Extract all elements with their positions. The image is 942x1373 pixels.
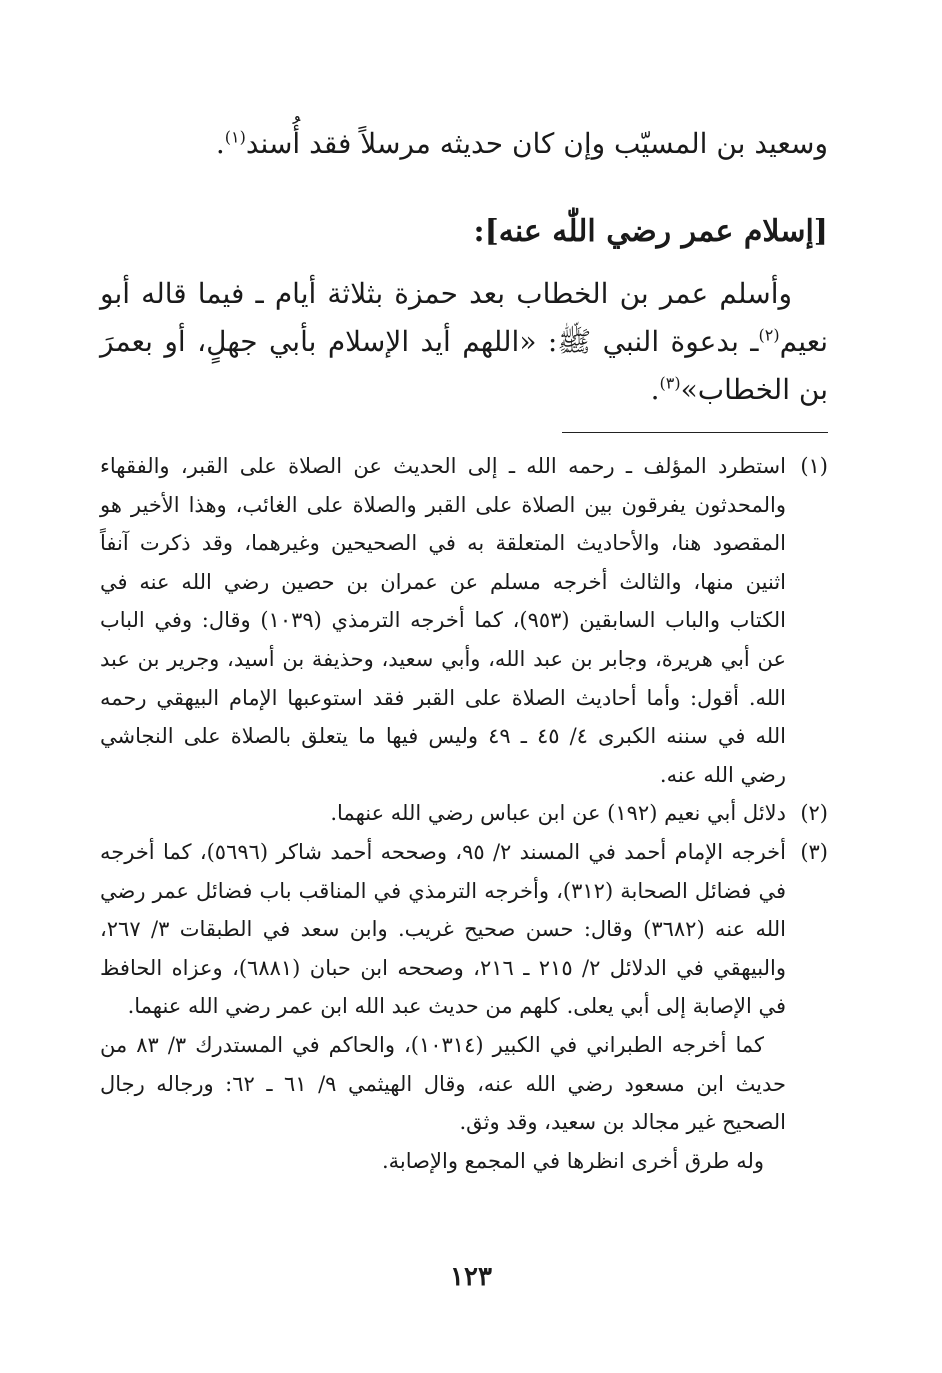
main-text-block <box>100 120 828 414</box>
footnote-number: (١) <box>800 454 828 478</box>
footnote-text-continued: وله طرق أخرى انظرها في المجمع والإصابة. <box>382 1148 764 1173</box>
footnote-text: استطرد المؤلف ـ رحمه الله ـ إلى الحديث عن الصلاة على القبر، والفقهاء والمحدثون يفرقون بين الصلاة على القبر والصلاة على الغائب، وهذا الأخير هو المقصود هنا، والأحاديث المتعلقة به في الصحيحين وغيرهما، وقد ذكرت آنفاً اثنين منها، والثالث أخرجه مسلم عن عمران بن حصين رضي الله عنه في الكتاب والباب السابقين (٩٥٣)، كما أخرجه الترمذي (١٠٣٩) وقال: وفي الباب عن أبي هريرة، وجابر بن عبد الله، وأبي سعيد، وحذيفة بن أسيد، وجرير بن عبد الله. أقول: وأما أحاديث الصلاة على القبر فقد استوعبها الإمام البيهقي رحمه الله في سننه الكبرى ٤/ ٤٥ ـ ٤٩ وليس فيها ما يتعلق بالصلاة على النجاشي رضي الله عنه. <box>100 454 786 787</box>
footnote-ref-2[interactable]: (٢) <box>758 325 780 345</box>
section-heading: [إسلام عمر رضي اللّٰه عنه]: <box>473 214 828 249</box>
paragraph-part-1: وأسلم عمر بن الخطاب بعد حمزة بثلاثة أيام ـ فيما قاله أبو نعيم <box>100 277 828 358</box>
footnote-1 <box>100 447 828 794</box>
body-paragraph <box>100 270 828 414</box>
page-number: ١٢٣ <box>450 1262 492 1292</box>
footnote-separator <box>562 432 828 433</box>
footnote-2 <box>100 794 828 833</box>
paragraph-end: . <box>650 373 660 406</box>
top-line-text: وسعيد بن المسيّب وإن كان حديثه مرسلاً فقد أُسند <box>245 127 828 160</box>
footnote-ref-1[interactable]: (١) <box>224 127 246 147</box>
footnote-text: أخرجه الإمام أحمد في المسند ٢/ ٩٥، وصححه أحمد شاكر (٥٦٩٦)، كما أخرجه في فضائل الصحابة (٣١٢)، وأخرجه الترمذي في المناقب باب فضائل عمر رضي الله عنه (٣٦٨٢) وقال: حسن صحيح غريب. وابن سعد في الطبقات ٣/ ٢٦٧، والبيهقي في الدلائل ٢/ ٢١٥ ـ ٢١٦، وصححه ابن حبان (٦٨٨١)، وعزاه الحافظ في الإصابة إلى أبي يعلى. كلهم من حديث عبد الله ابن عمر رضي الله عنهما. <box>100 839 786 1019</box>
footnote-number: (٢) <box>800 801 828 826</box>
footnotes-block <box>100 447 828 1180</box>
top-line: وسعيد بن المسيّب وإن كان حديثه مرسلاً فقد أُسند$^{(١)}$. <box>215 127 828 160</box>
footnote-number: (٣) <box>800 839 828 864</box>
paragraph-part-2: ـ بدعوة النبي ﷺ: «اللهم أيد الإسلام بأبي جهلٍ، أو بعمرَ بن الخطاب» <box>100 325 828 406</box>
footnote-3 <box>100 833 828 1180</box>
footnote-text-continued: كما أخرجه الطبراني في الكبير (١٠٣١٤)، والحاكم في المستدرك ٣/ ٨٣ من حديث ابن مسعود رضي الله عنه، وقال الهيثمي ٩/ ٦١ ـ ٦٢: ورجاله رجال الصحيح غير مجالد بن سعيد، وقد وثق. <box>100 1032 786 1135</box>
footnote-text: دلائل أبي نعيم (١٩٢) عن ابن عباس رضي الله عنهما. <box>330 801 786 826</box>
footnote-ref-3[interactable]: (٣) <box>659 373 681 393</box>
